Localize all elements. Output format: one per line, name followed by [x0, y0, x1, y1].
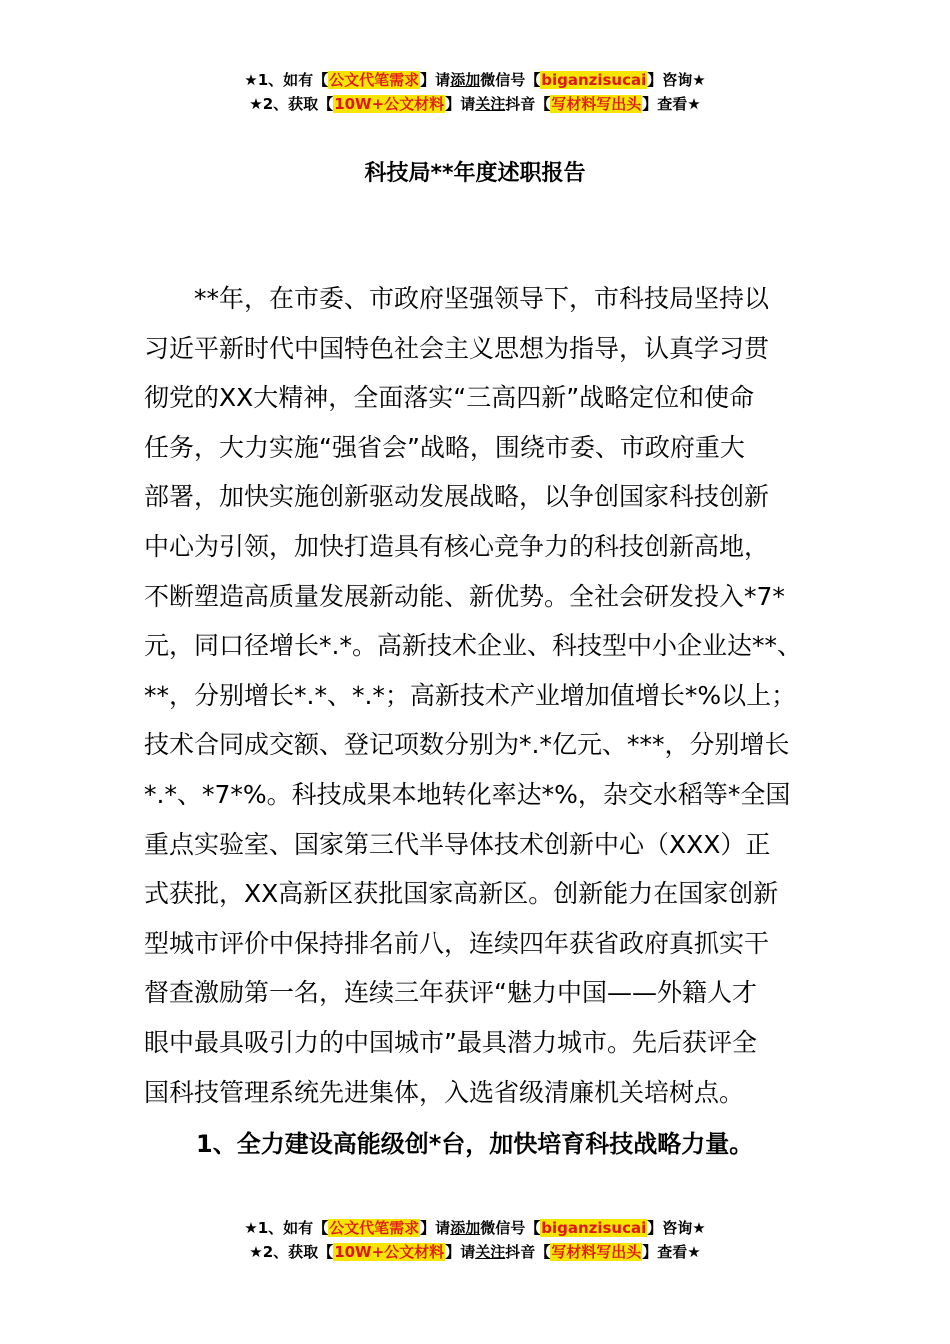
- promo-text: ★2、获取【: [249, 1243, 334, 1261]
- promo-highlight: 写材料写出头: [551, 1243, 642, 1261]
- promo-highlight: 10W+公文材料: [334, 95, 445, 113]
- promo-line-2: [0, 92, 950, 116]
- promo-highlight: 10W+公文材料: [334, 1243, 445, 1261]
- paragraph-line: **年，在市委、市政府坚强领导下，市科技局坚持以: [144, 284, 770, 313]
- paragraph-line: *.*、*7*%。科技成果本地转化率达*%，杂交水稻等*全国: [144, 779, 791, 809]
- paragraph-line: 督查激励第一名，连续三年获评“魅力中国——外籍人才: [144, 978, 757, 1008]
- paragraph-line: 技术合同成交额、登记项数分别为*.*亿元、***，分别增长: [144, 730, 790, 760]
- paragraph-line: **，分别增长*.*、*.*；高新技术产业增加值增长*%以上；: [144, 680, 797, 710]
- paragraph-line: 部署，加快实施创新驱动发展战略，以争创国家科技创新: [144, 482, 770, 512]
- promo-underline: 添加: [450, 71, 481, 89]
- promo-text: 抖音【: [505, 1243, 551, 1261]
- promo-text: 抖音【: [505, 95, 551, 113]
- paragraph-line: 习近平新时代中国特色社会主义思想为指导，认真学习贯: [144, 333, 770, 363]
- promo-text: 】查看★: [642, 1243, 701, 1261]
- promo-text: 】咨询★: [647, 1219, 706, 1237]
- promo-underline: 关注: [475, 95, 506, 113]
- paragraph-line: 不断塑造高质量发展新动能、新优势。全社会研发投入*7*: [144, 581, 785, 611]
- paragraph-line: 型城市评价中保持排名前八，连续四年获省政府真抓实干: [144, 928, 770, 958]
- promo-text: 】咨询★: [647, 71, 706, 89]
- promo-line-2: [0, 1240, 950, 1264]
- promo-banner-bottom: [0, 1216, 950, 1264]
- promo-text: 微信号【: [480, 71, 541, 89]
- paragraph-line: 任务，大力实施“强省会”战略，围绕市委、市政府重大: [144, 432, 745, 462]
- promo-text: 微信号【: [480, 1219, 541, 1237]
- promo-text: 】请: [445, 95, 476, 113]
- promo-text: 】请: [420, 1219, 451, 1237]
- promo-text: 】请: [445, 1243, 476, 1261]
- promo-line-1: [0, 68, 950, 92]
- promo-highlight: 写材料写出头: [551, 95, 642, 113]
- promo-text: 】查看★: [642, 95, 701, 113]
- paragraph-line: 元，同口径增长*.*。高新技术企业、科技型中小企业达**、: [144, 631, 802, 661]
- paragraph-line: 国科技管理系统先进集体，入选省级清廉机关培树点。: [144, 1077, 745, 1107]
- promo-text: 】请: [420, 71, 451, 89]
- promo-text: ★2、获取【: [249, 95, 334, 113]
- promo-line-1: [0, 1216, 950, 1240]
- promo-underline: 关注: [475, 1243, 506, 1261]
- promo-highlight: 公文代笔需求: [329, 1219, 420, 1237]
- promo-highlight: 公文代笔需求: [329, 71, 420, 89]
- paragraph-line: 眼中最具吸引力的中国城市”最具潜力城市。先后获评全: [144, 1027, 757, 1057]
- promo-highlight: biganzisucai: [541, 1219, 647, 1237]
- paragraph-line: 彻党的XX大精神，全面落实“三高四新”战略定位和使命: [144, 383, 755, 413]
- promo-text: ★1、如有【: [244, 1219, 329, 1237]
- promo-underline: 添加: [450, 1219, 481, 1237]
- promo-highlight: biganzisucai: [541, 71, 647, 89]
- body-paragraph: [144, 274, 808, 1117]
- promo-text: ★1、如有【: [244, 71, 329, 89]
- paragraph-line: 中心为引领，加快打造具有核心竞争力的科技创新高地，: [144, 531, 770, 561]
- document-title: 科技局**年度述职报告: [364, 161, 586, 186]
- paragraph-line: 重点实验室、国家第三代半导体技术创新中心（XXX）正: [144, 829, 771, 859]
- promo-banner-top: [0, 68, 950, 116]
- paragraph-line: 式获批，XX高新区获批国家高新区。创新能力在国家创新: [144, 879, 779, 909]
- section-heading: 1、全力建设高能级创*台，加快培育科技战略力量。: [196, 1130, 754, 1158]
